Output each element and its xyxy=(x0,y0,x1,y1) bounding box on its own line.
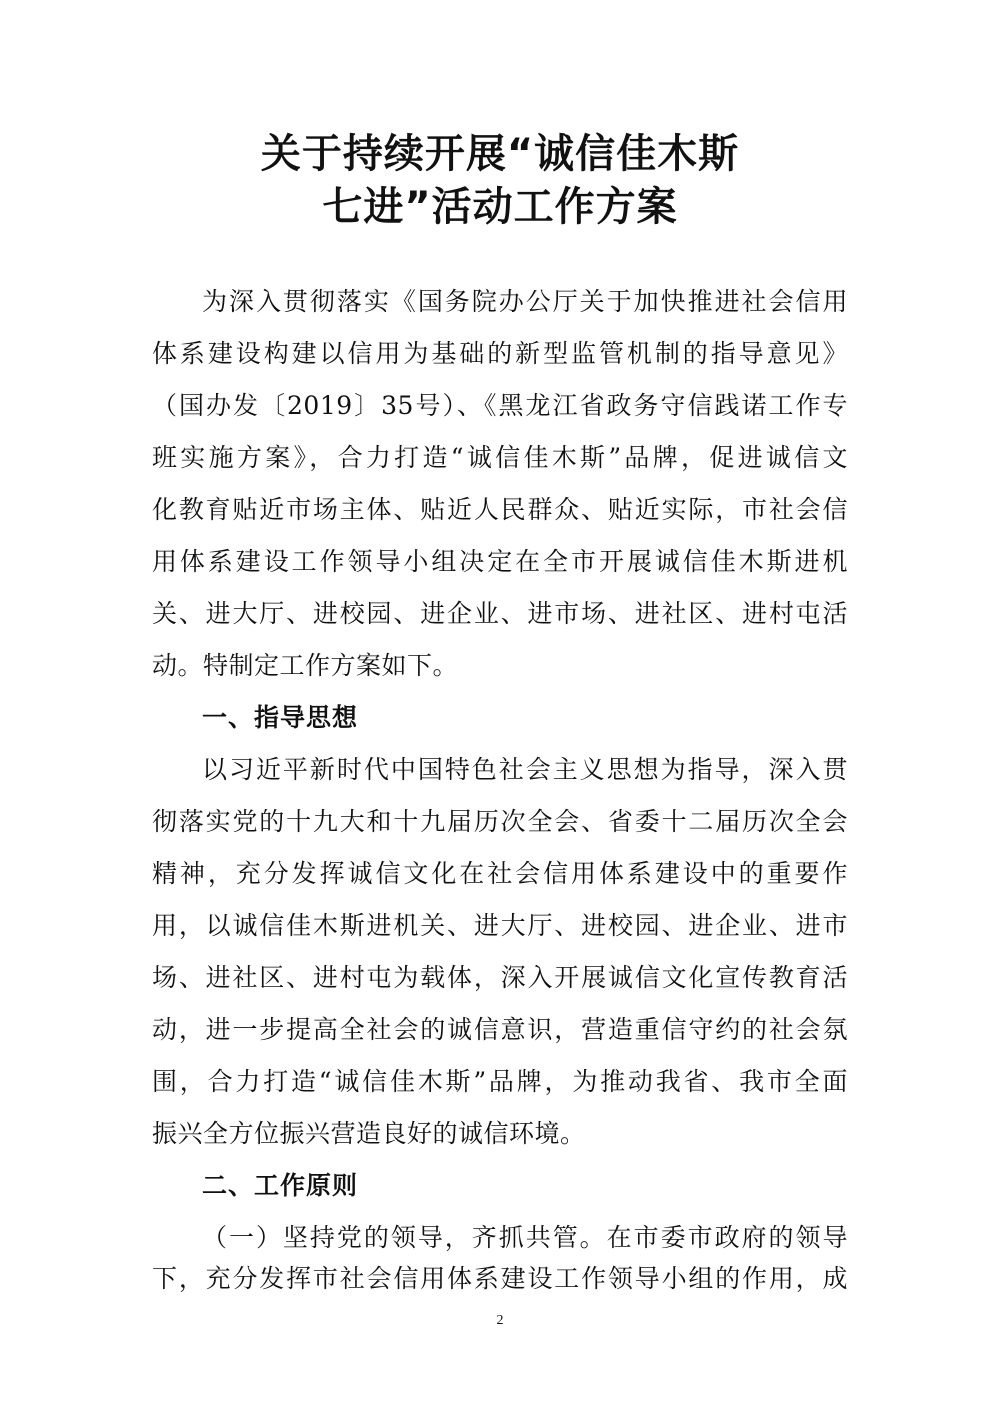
intro-line: 为深入贯彻落实《国务院办公厅关于加快推进社会信用 xyxy=(202,287,848,316)
intro-line: （国办发〔2019〕35号）、《黑龙江省政务守信践诺工作专 xyxy=(152,391,848,420)
section-heading-work-principles: 二、工作原则 xyxy=(202,1171,359,1200)
section1-line: 用，以诚信佳木斯进机关、进大厅、进校园、进企业、进市 xyxy=(152,911,848,940)
intro-line: 班实施方案》，合力打造“诚信佳木斯”品牌，促进诚信文 xyxy=(152,443,848,472)
section1-line: 彻落实党的十九大和十九届历次全会、省委十二届历次全会 xyxy=(152,807,848,836)
section2-line: （一）坚持党的领导，齐抓共管。在市委市政府的领导 xyxy=(202,1223,848,1252)
document-title-line-2: 七进”活动工作方案 xyxy=(322,184,678,230)
section1-line: 振兴全方位振兴营造良好的诚信环境。 xyxy=(152,1119,586,1148)
intro-line: 关、进大厅、进校园、进企业、进市场、进社区、进村屯活 xyxy=(152,599,848,628)
intro-line: 用体系建设工作领导小组决定在全市开展诚信佳木斯进机 xyxy=(152,547,848,576)
section-heading-guiding-ideology: 一、指导思想 xyxy=(202,703,359,732)
section1-line: 场、进社区、进村屯为载体，深入开展诚信文化宣传教育活 xyxy=(152,963,848,992)
section1-line: 围，合力打造“诚信佳木斯”品牌，为推动我省、我市全面 xyxy=(152,1067,848,1096)
section2-line: 下，充分发挥市社会信用体系建设工作领导小组的作用，成 xyxy=(152,1264,848,1293)
intro-line: 化教育贴近市场主体、贴近人民群众、贴近实际，市社会信 xyxy=(152,495,848,524)
section1-line: 精神，充分发挥诚信文化在社会信用体系建设中的重要作 xyxy=(152,859,848,888)
document-title-line-1: 关于持续开展“诚信佳木斯 xyxy=(260,131,740,177)
section1-line: 以习近平新时代中国特色社会主义思想为指导，深入贯 xyxy=(202,755,848,784)
intro-line: 体系建设构建以信用为基础的新型监管机制的指导意见》 xyxy=(152,339,848,368)
page-number: 2 xyxy=(496,1313,504,1328)
intro-line: 动。特制定工作方案如下。 xyxy=(152,651,459,680)
section1-line: 动，进一步提高全社会的诚信意识，营造重信守约的社会氛 xyxy=(152,1015,848,1044)
